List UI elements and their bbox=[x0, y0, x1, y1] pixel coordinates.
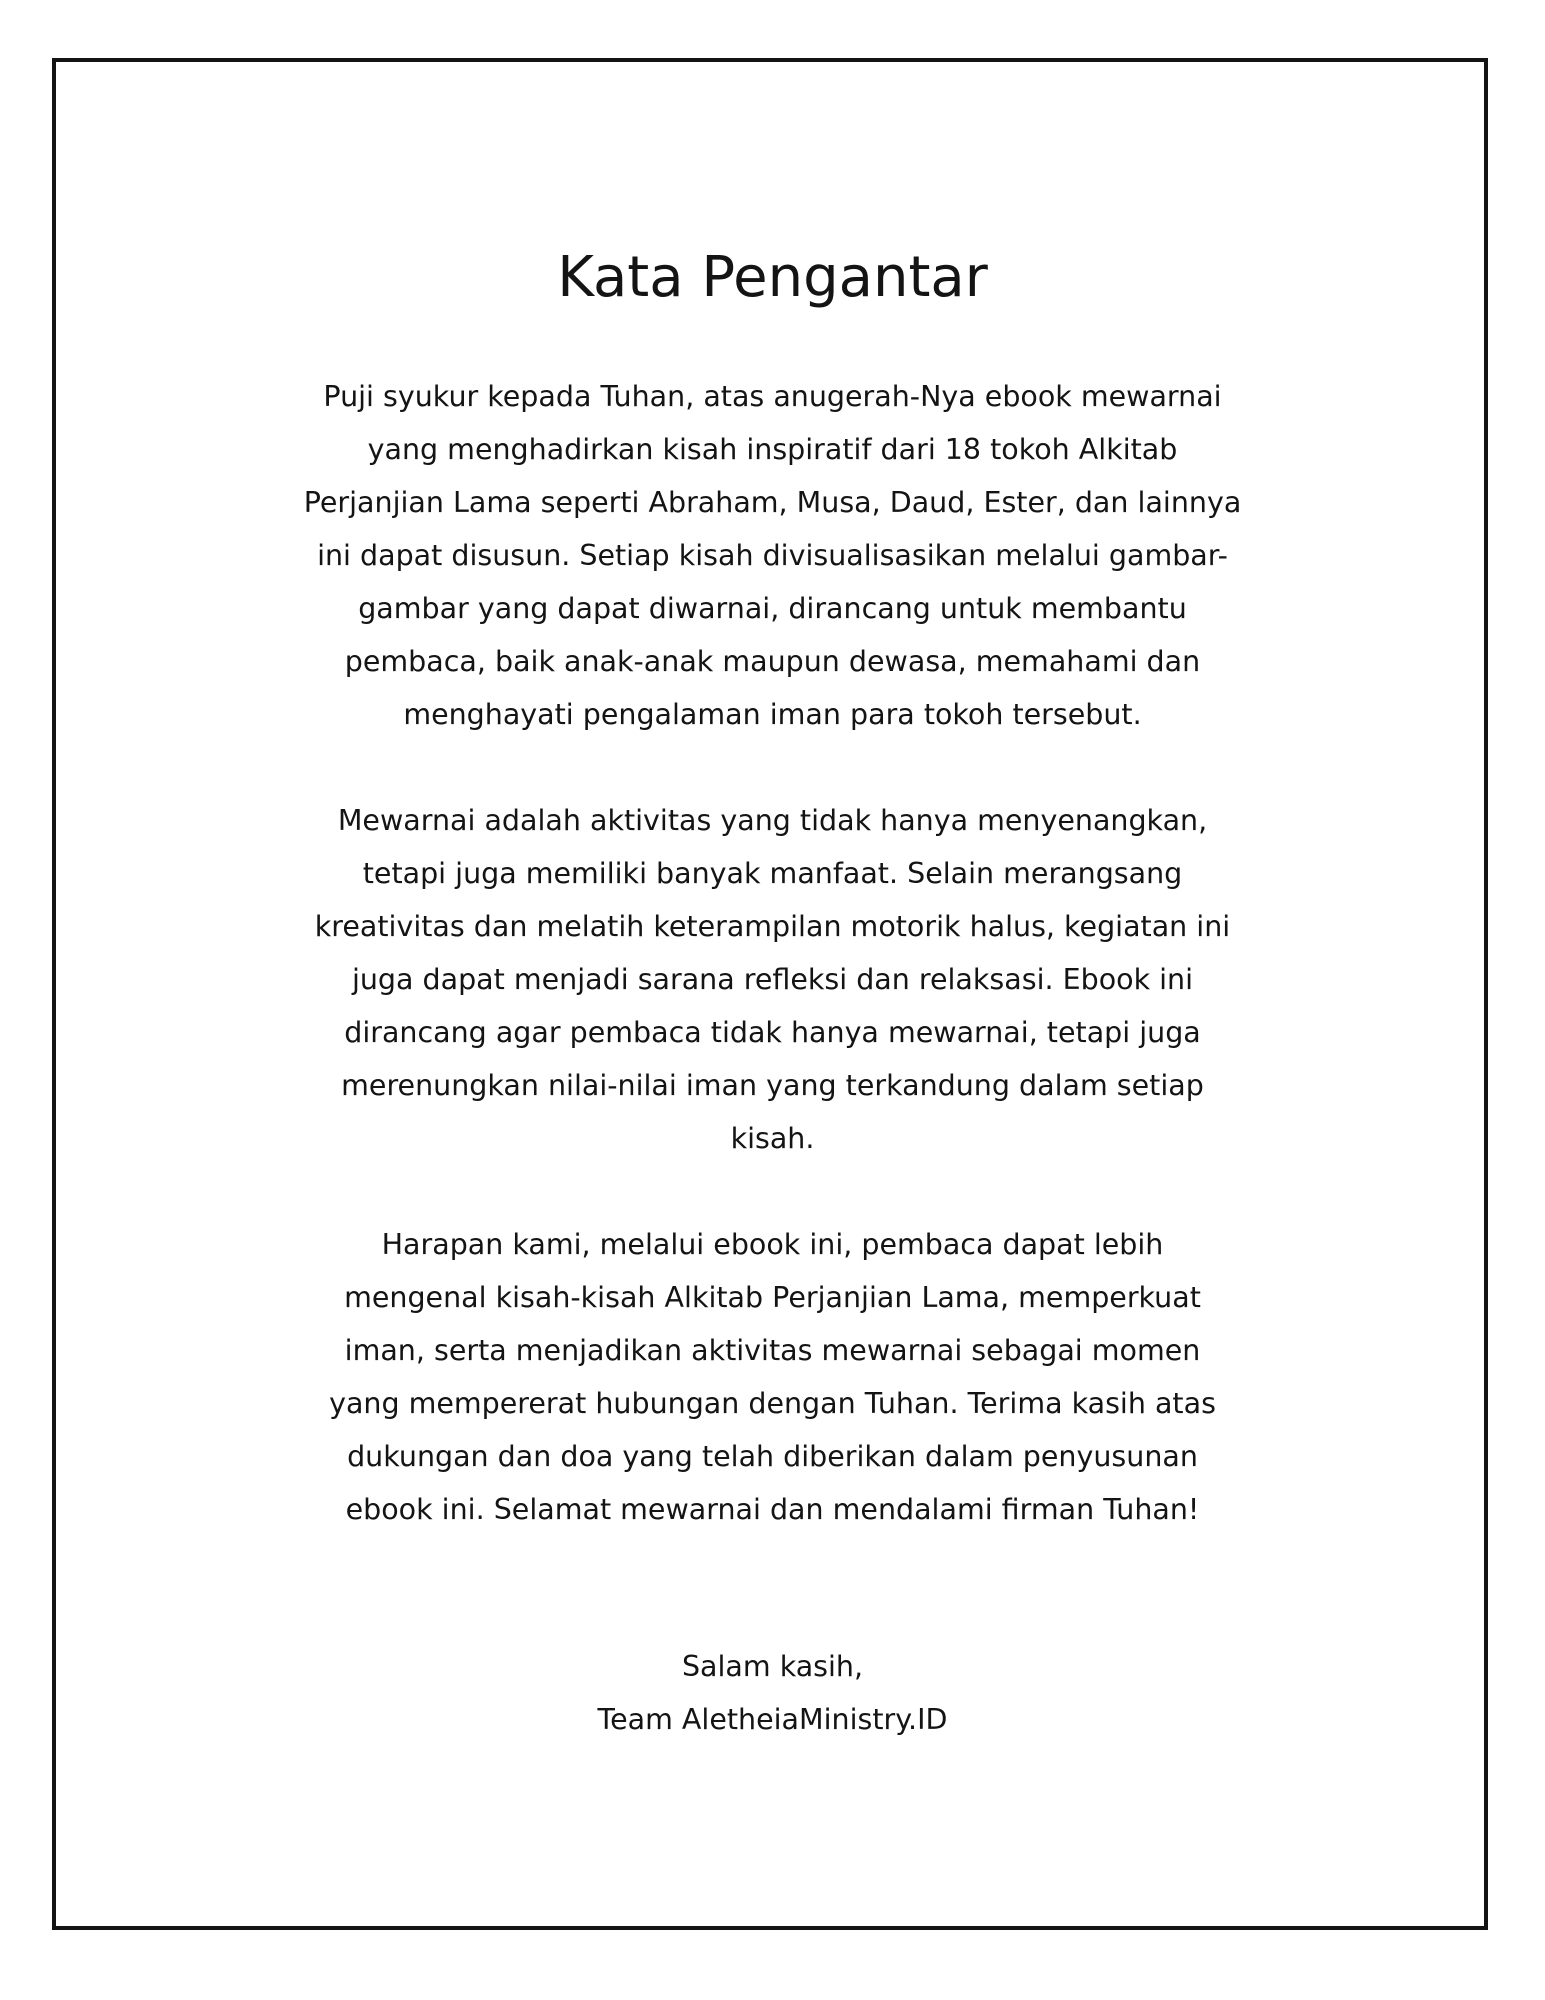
text-line: Perjanjian Lama seperti Abraham, Musa, Daud, Ester, dan lainnya bbox=[303, 486, 1242, 519]
closing-greeting: Salam kasih, bbox=[681, 1650, 864, 1683]
text-line: dirancang agar pembaca tidak hanya mewarnai, tetapi juga bbox=[344, 1016, 1201, 1049]
body-text bbox=[272, 370, 1273, 1536]
closing-signature: Team AletheiaMinistry.ID bbox=[597, 1703, 948, 1736]
paragraph-1 bbox=[272, 370, 1273, 741]
closing-block bbox=[0, 1640, 1545, 1746]
text-line: kisah. bbox=[730, 1122, 815, 1155]
paragraph-3 bbox=[272, 1218, 1273, 1536]
page-title: Kata Pengantar bbox=[557, 245, 988, 310]
text-line: ebook ini. Selamat mewarnai dan mendalami firman Tuhan! bbox=[345, 1493, 1200, 1526]
text-line: kreativitas dan melatih keterampilan motorik halus, kegiatan ini bbox=[314, 910, 1231, 943]
text-line: Harapan kami, melalui ebook ini, pembaca dapat lebih bbox=[381, 1228, 1164, 1261]
text-line: merenungkan nilai-nilai iman yang terkandung dalam setiap bbox=[341, 1069, 1204, 1102]
text-line: dukungan dan doa yang telah diberikan dalam penyusunan bbox=[347, 1440, 1198, 1473]
text-line: yang mempererat hubungan dengan Tuhan. Terima kasih atas bbox=[329, 1387, 1216, 1420]
text-line: pembaca, baik anak-anak maupun dewasa, memahami dan bbox=[344, 645, 1201, 678]
text-line: juga dapat menjadi sarana refleksi dan relaksasi. Ebook ini bbox=[351, 963, 1194, 996]
text-line: ini dapat disusun. Setiap kisah divisualisasikan melalui gambar- bbox=[317, 539, 1228, 572]
text-line: menghayati pengalaman iman para tokoh tersebut. bbox=[403, 698, 1142, 731]
paragraph-2 bbox=[272, 794, 1273, 1165]
text-line: Mewarnai adalah aktivitas yang tidak hanya menyenangkan, bbox=[337, 804, 1208, 837]
text-line: mengenal kisah-kisah Alkitab Perjanjian Lama, memperkuat bbox=[344, 1281, 1201, 1314]
text-line: Puji syukur kepada Tuhan, atas anugerah-Nya ebook mewarnai bbox=[323, 380, 1222, 413]
text-line: gambar yang dapat diwarnai, dirancang untuk membantu bbox=[358, 592, 1187, 625]
text-line: iman, serta menjadikan aktivitas mewarnai sebagai momen bbox=[344, 1334, 1201, 1367]
text-line: tetapi juga memiliki banyak manfaat. Selain merangsang bbox=[362, 857, 1183, 890]
text-line: yang menghadirkan kisah inspiratif dari 18 tokoh Alkitab bbox=[367, 433, 1178, 466]
